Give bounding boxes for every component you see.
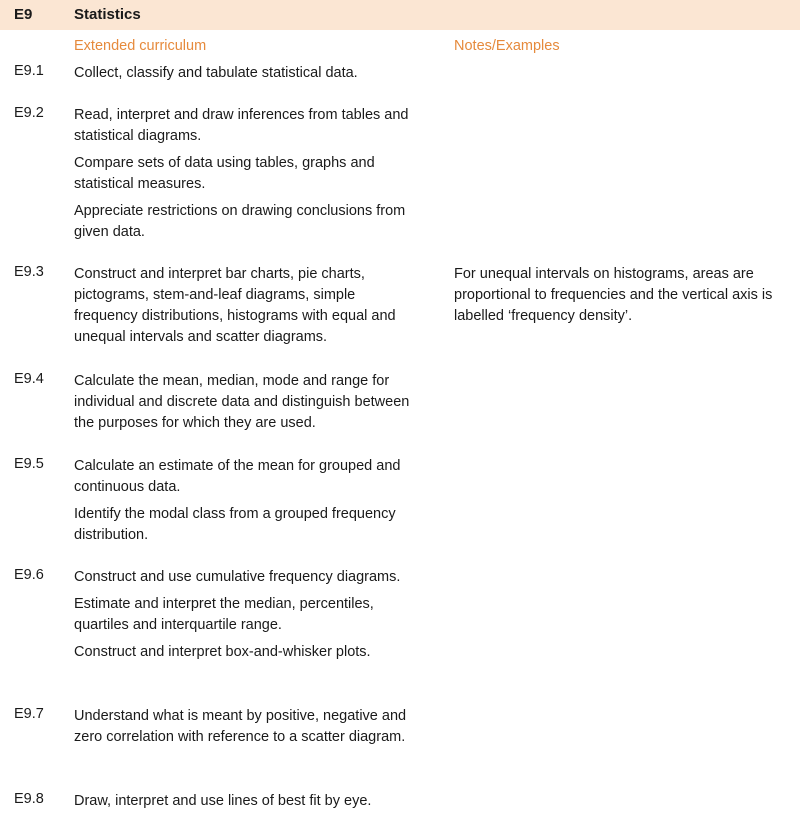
description-paragraph: Construct and interpret bar charts, pie charts, pictograms, stem-and-leaf diagrams, simple frequency distributions, histograms with equal and unequal intervals and scatter diagrams. bbox=[74, 266, 396, 345]
description-paragraph: Identify the modal class from a grouped frequency distribution. bbox=[74, 506, 396, 543]
row-number: E9.8 bbox=[14, 791, 44, 807]
section-header bbox=[0, 0, 800, 30]
section-title: Statistics bbox=[74, 6, 141, 23]
section-code: E9 bbox=[14, 6, 33, 23]
description-paragraph: Understand what is meant by positive, negative and zero correlation with reference to a scatter diagram. bbox=[74, 708, 407, 745]
row-description bbox=[74, 371, 414, 440]
row-number: E9.4 bbox=[14, 371, 44, 387]
row-number: E9.7 bbox=[14, 706, 44, 722]
description-paragraph: Construct and use cumulative frequency diagrams. bbox=[74, 569, 401, 585]
description-paragraph: Calculate the mean, median, mode and range for individual and discrete data and distinguish between the purposes for which they are used. bbox=[74, 373, 410, 431]
row-description bbox=[74, 105, 414, 249]
row-description bbox=[74, 63, 414, 90]
column-header-notes: Notes/Examples bbox=[454, 38, 560, 54]
row-description bbox=[74, 706, 414, 754]
row-description bbox=[74, 791, 414, 818]
description-paragraph: Construct and interpret box-and-whisker plots. bbox=[74, 644, 371, 660]
row-notes: For unequal intervals on histograms, areas are proportional to frequencies and the vertical axis is labelled ‘frequency density’. bbox=[454, 266, 773, 324]
row-number: E9.6 bbox=[14, 567, 44, 583]
description-paragraph: Collect, classify and tabulate statistical data. bbox=[74, 65, 358, 81]
description-paragraph: Appreciate restrictions on drawing conclusions from given data. bbox=[74, 203, 406, 240]
row-description bbox=[74, 264, 414, 354]
row-number: E9.2 bbox=[14, 105, 44, 121]
description-paragraph: Read, interpret and draw inferences from tables and statistical diagrams. bbox=[74, 107, 409, 144]
row-number: E9.5 bbox=[14, 456, 44, 472]
row-number: E9.3 bbox=[14, 264, 44, 280]
column-header-curriculum: Extended curriculum bbox=[74, 38, 207, 54]
row-number: E9.1 bbox=[14, 63, 44, 79]
row-description bbox=[74, 456, 414, 552]
description-paragraph: Estimate and interpret the median, percentiles, quartiles and interquartile range. bbox=[74, 596, 374, 633]
description-paragraph: Compare sets of data using tables, graphs and statistical measures. bbox=[74, 155, 375, 192]
description-paragraph: Calculate an estimate of the mean for grouped and continuous data. bbox=[74, 458, 401, 495]
description-paragraph: Draw, interpret and use lines of best fit by eye. bbox=[74, 793, 372, 809]
row-description bbox=[74, 567, 414, 669]
